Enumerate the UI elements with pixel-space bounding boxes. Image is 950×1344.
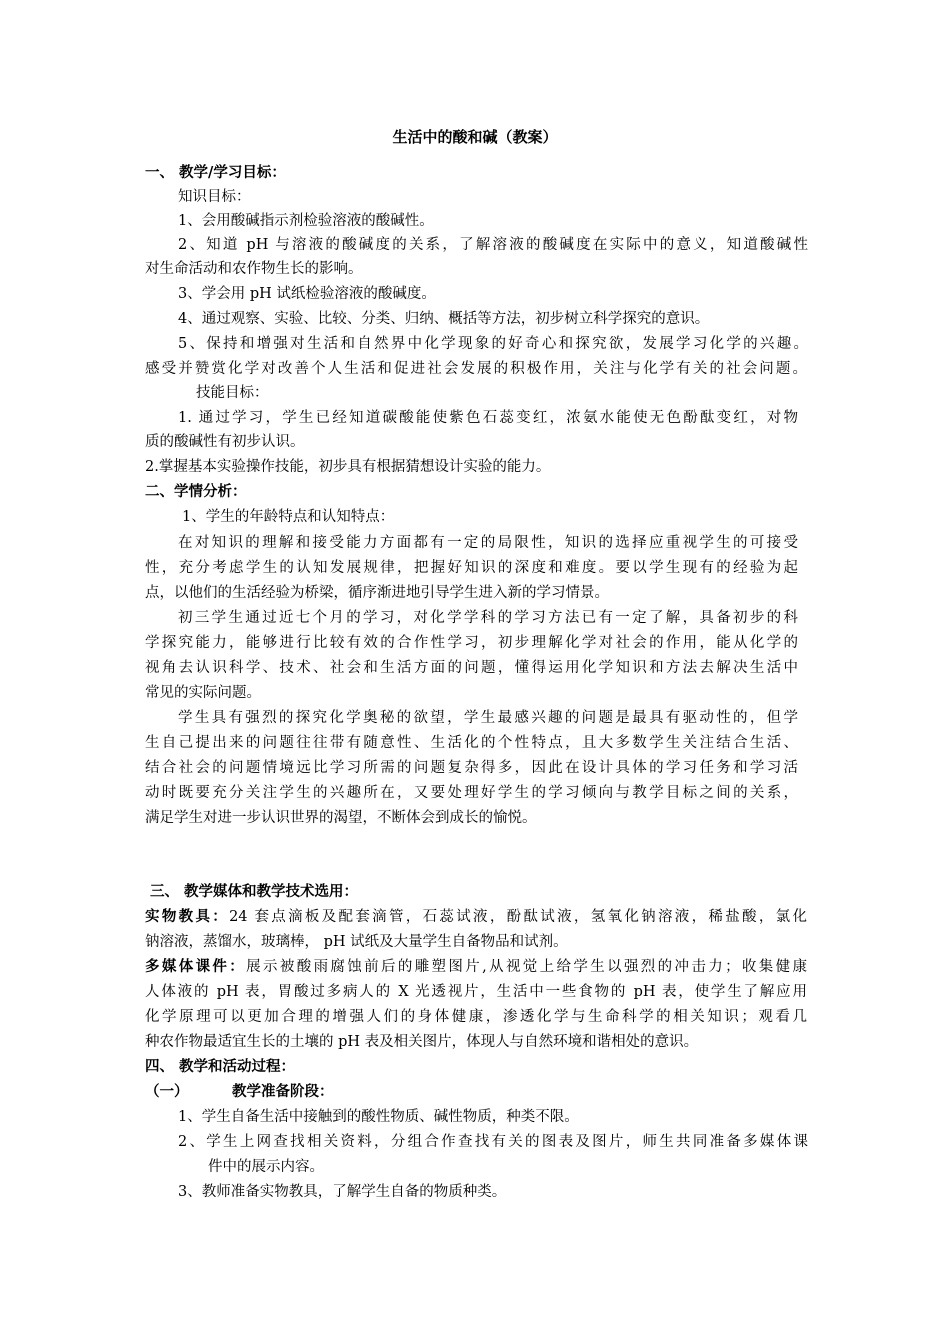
prep-item-1: 1、学生自备生活中接触到的酸性物质、碱性物质，种类不限。 xyxy=(178,1109,579,1125)
skill-goal-1-line-2: 质的酸碱性有初步认识。 xyxy=(145,434,305,450)
multimedia-label: 多媒体课件： xyxy=(145,958,247,975)
analysis-p3-line-4: 动时既要充分关注学生的兴趣所在，又要处理好学生的学习倾向与教学目标之间的关系， xyxy=(145,785,798,801)
prep-item-2-line-1: 2、学生上网查找相关资料，分组合作查找有关的图表及图片，师生共同准备多媒体课 xyxy=(178,1134,808,1150)
knowledge-goal-4: 4、通过观察、实验、比较、分类、归纳、概括等方法，初步树立科学探究的意识。 xyxy=(178,311,710,327)
physical-aids-line-2: 钠溶液，蒸馏水，玻璃棒， pH 试纸及大量学生自备物品和试剂。 xyxy=(145,934,568,950)
stage-1-title: 教学准备阶段： xyxy=(232,1083,334,1100)
multimedia-line-4: 种农作物最适宜生长的土壤的 pH 表及相关图片，体现人与自然环境和谐相处的意识。 xyxy=(145,1034,699,1050)
multimedia-line-3: 化学原理可以更加合理的增强人们的身体健康，渗透化学与生命科学的相关知识；观看几 xyxy=(145,1009,807,1025)
physical-aids-line-1 xyxy=(145,906,807,928)
knowledge-goal-2-line-1: 2、知道 pH 与溶液的酸碱度的关系，了解溶液的酸碱度在实际中的意义，知道酸碱性 xyxy=(178,237,808,253)
section-2-heading: 二、学情分析： xyxy=(145,483,247,500)
section-1-heading: 一、 教学/学习目标： xyxy=(145,164,286,181)
analysis-p3-line-1: 学生具有强烈的探究化学奥秘的欲望，学生最感兴趣的问题是最具有驱动性的，但学 xyxy=(178,710,798,726)
section-3-heading: 三、 教学媒体和教学技术选用： xyxy=(150,883,359,900)
analysis-p3-line-5: 满足学生对进一步认识世界的渴望，不断体会到成长的愉悦。 xyxy=(145,810,537,826)
analysis-p3-line-3: 结合社会的问题情境远比学习所需的问题复杂得多，因此在设计具体的学习任务和学习活 xyxy=(145,760,798,776)
physical-aids-text-1: 24 套点滴板及配套滴管，石蕊试液，酚酞试液，氢氧化钠溶液，稀盐酸，氯化 xyxy=(229,909,808,925)
analysis-p2-line-3: 视角去认识科学、技术、社会和生活方面的问题，懂得运用化学知识和方法去解决生活中 xyxy=(145,660,798,676)
analysis-p1-line-1: 在对知识的理解和接受能力方面都有一定的局限性，知识的选择应重视学生的可接受 xyxy=(178,535,798,551)
multimedia-line-2: 人体液的 pH 表，胃酸过多病人的 X 光透视片，生活中一些食物的 pH 表，使学生了解应用 xyxy=(145,984,807,1000)
multimedia-line-1 xyxy=(145,956,807,978)
knowledge-goal-2-line-2: 对生命活动和农作物生长的影响。 xyxy=(145,261,363,277)
multimedia-text-1: 展示被酸雨腐蚀前后的雕塑图片,从视觉上给学生以强烈的冲击力；收集健康 xyxy=(246,959,808,975)
section-4-heading: 四、 教学和活动过程： xyxy=(145,1058,296,1075)
analysis-subheading-1: 1、学生的年龄特点和认知特点： xyxy=(182,509,395,525)
analysis-p3-line-2: 生自己提出来的问题往往带有随意性、生活化的个性特点，且大多数学生关注结合生活、 xyxy=(145,735,798,751)
knowledge-goal-1: 1、会用酸碱指示剂检验溶液的酸碱性。 xyxy=(178,213,434,229)
analysis-p2-line-2: 学探究能力，能够进行比较有效的合作性学习，初步理解化学对社会的作用，能从化学的 xyxy=(145,635,798,651)
skill-goals-label: 技能目标： xyxy=(196,385,269,401)
prep-item-2-line-2: 件中的展示内容。 xyxy=(208,1159,324,1175)
document-title: 生活中的酸和碱（教案） xyxy=(392,128,558,146)
skill-goal-1-line-1: 1. 通过学习，学生已经知道碳酸能使紫色石蕊变红，浓氨水能使无色酚酞变红，对物 xyxy=(178,410,798,426)
analysis-p2-line-4: 常见的实际问题。 xyxy=(145,685,261,701)
stage-1-number: （一） xyxy=(145,1083,189,1100)
knowledge-goal-5-line-2: 感受并赞赏化学对改善个人生活和促进社会发展的积极作用，关注与化学有关的社会问题。 xyxy=(145,361,807,377)
prep-item-3: 3、教师准备实物教具，了解学生自备的物质种类。 xyxy=(178,1184,507,1200)
knowledge-goal-3: 3、学会用 pH 试纸检验溶液的酸碱度。 xyxy=(178,286,436,302)
analysis-p2-line-1: 初三学生通过近七个月的学习，对化学学科的学习方法已有一定了解，具备初步的科 xyxy=(178,610,798,626)
knowledge-goal-5-line-1: 5、保持和增强对生活和自然界中化学现象的好奇心和探究欲，发展学习化学的兴趣。 xyxy=(178,336,808,352)
knowledge-goals-label: 知识目标： xyxy=(178,189,251,205)
analysis-p1-line-3: 点，以他们的生活经验为桥梁，循序渐进地引导学生进入新的学习情景。 xyxy=(145,585,609,601)
physical-aids-label: 实物教具： xyxy=(145,908,230,925)
skill-goal-2: 2.掌握基本实验操作技能，初步具有根据猜想设计实验的能力。 xyxy=(145,459,551,475)
analysis-p1-line-2: 性，充分考虑学生的认知发展规律，把握好知识的深度和难度。要以学生现有的经验为起 xyxy=(145,560,798,576)
